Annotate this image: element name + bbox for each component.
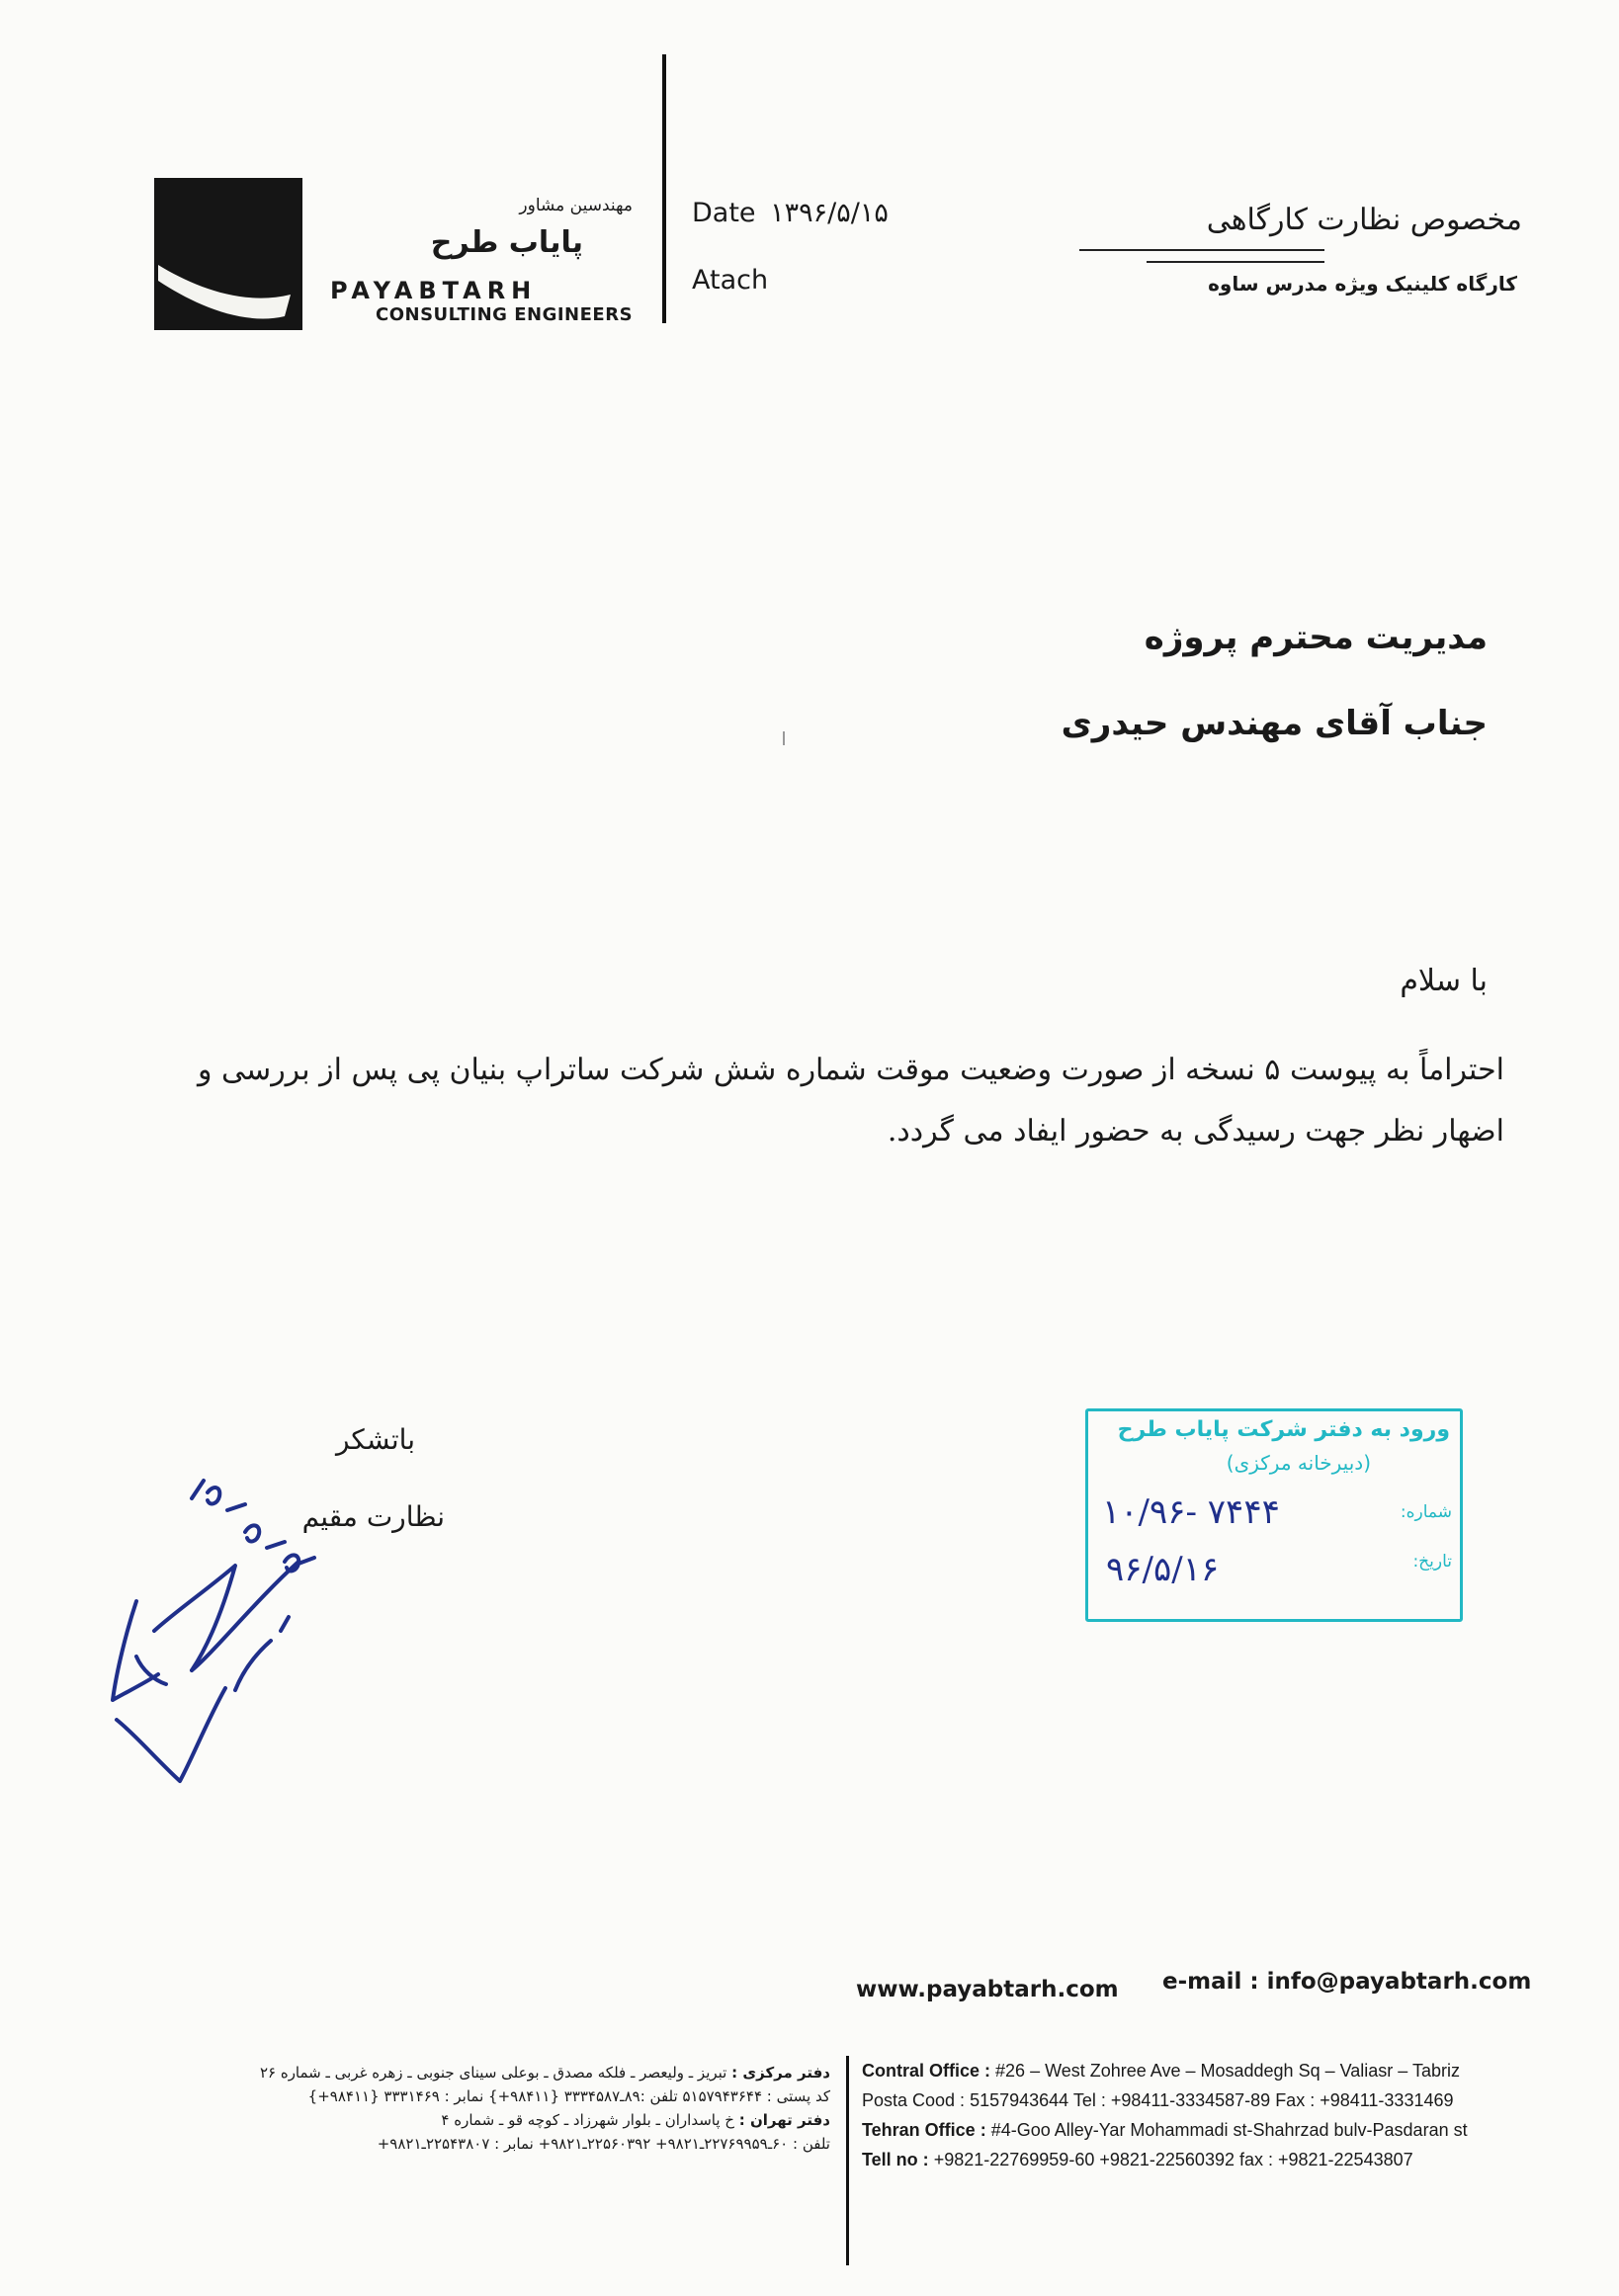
stamp-date-label: تاریخ: (1412, 1552, 1452, 1572)
stamp-subtitle: (دبیرخانه مرکزی) (1226, 1451, 1371, 1475)
central-office-fa: دفتر مرکزی : تبریز ـ ولیعصر ـ فلکه مصدق ـ بوعلی سینای جنوبی ـ زهره غربی ـ شماره ۲۶ (259, 2064, 830, 2082)
stamp-title: ورود به دفتر شرکت پایاب طرح (1117, 1417, 1450, 1442)
brand-name-fa: پایاب طرح (430, 225, 583, 260)
brand-subtitle-en: CONSULTING ENGINEERS (376, 304, 634, 325)
receipt-stamp (1085, 1408, 1463, 1622)
stray-mark (783, 731, 785, 745)
stamp-date-value: ۹۶/۵/۱۶ (1106, 1550, 1220, 1589)
subject-underline-2 (1147, 261, 1324, 263)
brand-name-en: PAYABTARH (330, 277, 538, 304)
date-row (692, 198, 889, 228)
brand-subtitle-fa: مهندسین مشاور (519, 196, 633, 215)
phone-numbers-fa: تلفن : ۶۰ـ۲۲۷۶۹۹۵۹ـ۹۸۲۱+ ۲۲۵۶۰۳۹۲ـ۹۸۲۱+ نمابر : ۲۲۵۴۳۸۰۷ـ۹۸۲۱+ (377, 2135, 830, 2153)
postal-code-en: Posta Cood : 5157943644 Tel : +98411-3334587-89 Fax : +98411-3331469 (862, 2090, 1454, 2110)
footer-address-fa (198, 2061, 830, 2156)
project-name: کارگاه کلینیک ویژه مدرس ساوه (1208, 272, 1517, 296)
letter-body: احتراماً به پیوست ۵ نسخه از صورت وضعیت موقت شماره شش شرکت ساتراپ بنیان پی پس از بررسی و اضهار نظر جهت رسیدگی به حضور ایفاد می گردد. (198, 1053, 1504, 1148)
phone-numbers-en: Tell no : +9821-22769959-60 +9821-22560392 fax : +9821-22543807 (862, 2150, 1413, 2169)
addressee-name: جناب آقای مهندس حیدری (1061, 704, 1488, 743)
stamp-number-label: شماره: (1400, 1502, 1452, 1522)
handwritten-signature (97, 1463, 354, 1803)
footer-address-en (862, 2056, 1554, 2174)
website-link[interactable]: www.payabtarh.com (856, 1977, 1119, 2002)
central-office-en: Contral Office : #26 – West Zohree Ave – Mosaddegh Sq – Valiasr – Tabriz (862, 2061, 1460, 2081)
closing-thanks: باتشکر (335, 1423, 415, 1456)
stamp-number-value: ۱۰/۹۶- ۷۴۴۴ (1102, 1492, 1280, 1532)
signatory-title: نظارت مقیم (301, 1500, 445, 1533)
subject-underline (1079, 249, 1324, 251)
header-divider (662, 54, 666, 323)
addressee-title: مدیریت محترم پروژه (1144, 618, 1488, 657)
email-link[interactable]: e-mail : info@payabtarh.com (1162, 1969, 1532, 1995)
date-value: ۱۳۹۶/۵/۱۵ (770, 198, 889, 228)
tehran-office-en: Tehran Office : #4-Goo Alley-Yar Mohammadi st-Shahrzad bulv-Pasdaran st (862, 2120, 1468, 2140)
tehran-office-fa: دفتر تهران : خ پاسداران ـ بلوار شهرزاد ـ کوچه قو ـ شماره ۴ (441, 2111, 830, 2129)
attach-label: Atach (692, 265, 769, 296)
letter-subject: مخصوص نظارت کارگاهی (1206, 203, 1522, 237)
footer-divider (846, 2056, 849, 2265)
handwritten-date (192, 1481, 314, 1571)
date-label: Date (692, 198, 756, 228)
company-logo (154, 178, 302, 330)
postal-code-fa: کد پستی : ۵۱۵۷۹۴۳۶۴۴ تلفن :۸۹ـ۳۳۳۴۵۸۷ {۹۸۴۱۱+} نمابر : ۳۳۳۱۴۶۹ {۹۸۴۱۱+} (307, 2087, 830, 2105)
greeting: با سلام (1400, 964, 1488, 998)
